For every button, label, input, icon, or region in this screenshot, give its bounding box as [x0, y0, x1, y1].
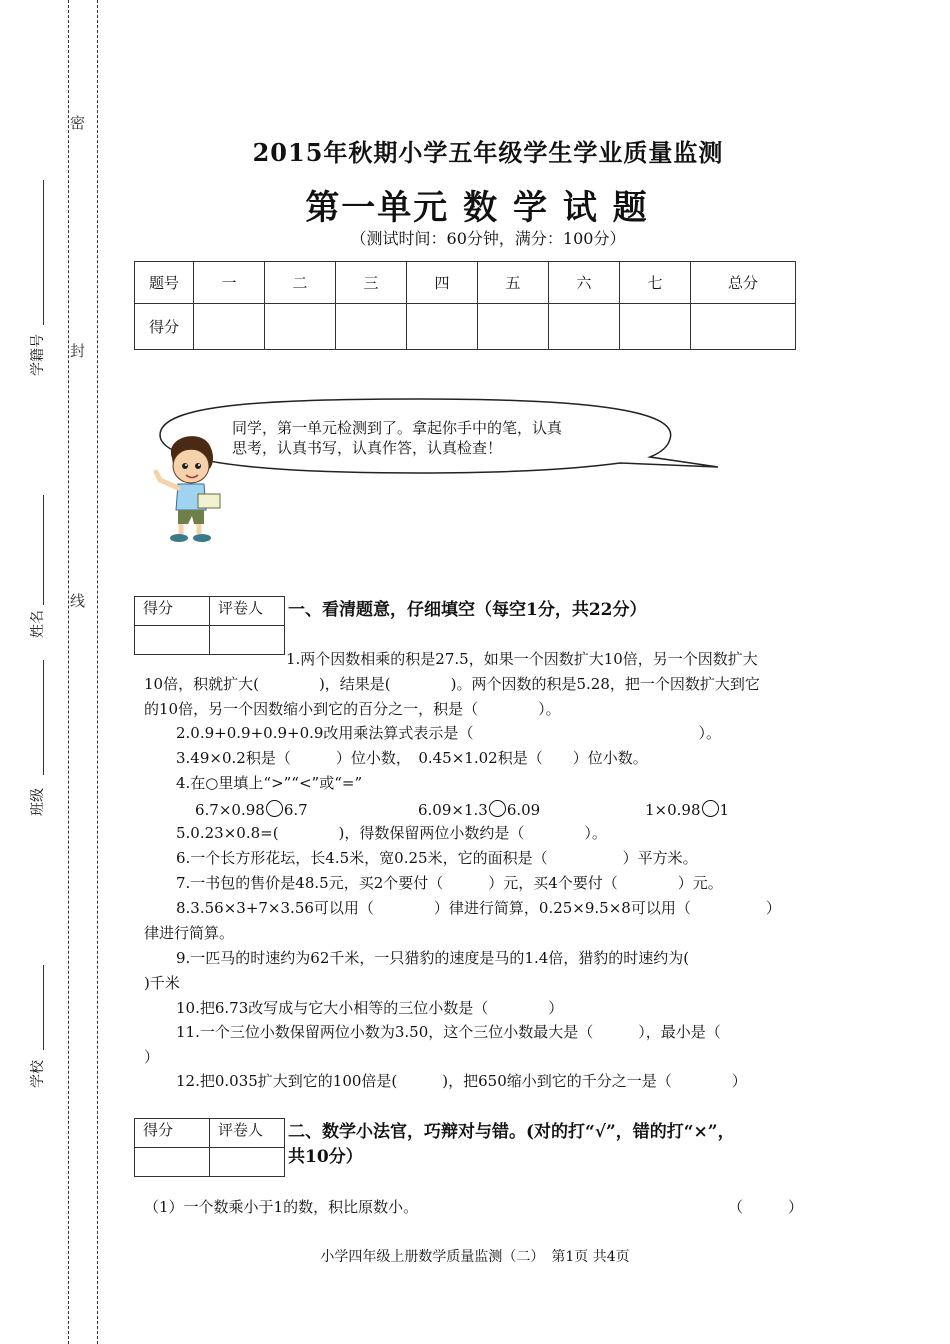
score-table: [134, 261, 796, 350]
score-entry-cell[interactable]: [407, 304, 478, 350]
score-entry-cell[interactable]: [549, 304, 620, 350]
score-header-cell: 总分: [691, 262, 796, 304]
seal-char-mi: 密: [70, 114, 86, 132]
section1-grader-box: [134, 596, 285, 655]
bubble-line-1: 同学，第一单元检测到了。拿起你手中的笔，认真: [232, 419, 563, 437]
question-5: 5.0.23×0.8=( )，得数保留两位小数约是（ ）。: [176, 824, 607, 842]
score-header-cell: 五: [478, 262, 549, 304]
score-row-label: 得分: [135, 304, 194, 350]
grader-name-cell[interactable]: [210, 626, 285, 655]
grader-score-label: 得分: [135, 1119, 210, 1148]
compare-circle[interactable]: [266, 800, 283, 817]
q4c-left: 1×0.98: [645, 801, 701, 819]
exam-title: 2015年秋期小学五年级学生学业质量监测: [252, 138, 724, 167]
grader-name-cell[interactable]: [210, 1148, 285, 1177]
section2-grader-box: [134, 1118, 285, 1177]
q4a-right: 6.7: [283, 801, 308, 819]
judge-answer-1[interactable]: （ ）: [728, 1198, 804, 1216]
score-header-cell: 一: [194, 262, 265, 304]
question-9-line-2: )千米: [144, 974, 180, 992]
question-1-line-1: 1.两个因数相乘的积是27.5，如果一个因数扩大10倍，另一个因数扩大: [286, 650, 758, 668]
name-underline: [43, 495, 44, 605]
question-2: 2.0.9+0.9+0.9+0.9改用乘法算式表示是（ ）。: [176, 724, 721, 742]
section2-heading-line-2: 共10分）: [288, 1147, 363, 1167]
question-3: 3.49×0.2积是（ ）位小数， 0.45×1.02积是（ ）位小数。: [176, 749, 648, 767]
score-header-cell: 七: [620, 262, 691, 304]
score-entry-cell[interactable]: [691, 304, 796, 350]
q4a-left: 6.7×0.98: [195, 801, 265, 819]
question-9-line-1: 9.一匹马的时速约为62千米，一只猎豹的速度是马的1.4倍，猎豹的时速约为(: [176, 949, 690, 967]
grader-score-cell[interactable]: [135, 1148, 210, 1177]
q4c-right: 1: [719, 801, 730, 819]
score-entry-cell[interactable]: [194, 304, 265, 350]
question-4-item-a: [195, 798, 308, 823]
question-8-line-1: 8.3.56×3+7×3.56可以用（ ）律进行简算，0.25×9.5×8可以用（ ）: [176, 899, 781, 917]
grader-name-label: 评卷人: [210, 597, 285, 626]
cartoon-boy-illustration: [150, 428, 230, 546]
page-footer: 小学四年级上册数学质量监测（二） 第1页 共4页: [320, 1249, 630, 1265]
compare-circle[interactable]: [702, 800, 719, 817]
question-4-item-c: [645, 798, 729, 823]
score-header-cell: 二: [265, 262, 336, 304]
school-id-label: 学籍号: [30, 334, 46, 376]
question-11-line-1: 11.一个三位小数保留两位小数为3.50，这个三位小数最大是（ ），最小是（: [176, 1023, 721, 1041]
seal-char-xian: 线: [70, 592, 86, 610]
time-note: （测试时间：60分钟，满分：100分）: [350, 229, 626, 248]
score-entry-cell[interactable]: [478, 304, 549, 350]
score-header-cell: 六: [549, 262, 620, 304]
judge-question-1: （1）一个数乘小于1的数，积比原数小。: [144, 1198, 419, 1216]
score-header-cell: 题号: [135, 262, 194, 304]
score-entry-cell[interactable]: [620, 304, 691, 350]
q4b-right: 6.09: [506, 801, 541, 819]
score-entry-cell[interactable]: [265, 304, 336, 350]
score-header-cell: 三: [336, 262, 407, 304]
question-4-item-b: [418, 798, 540, 823]
bubble-text: [232, 418, 612, 458]
score-header-cell: 四: [407, 262, 478, 304]
grader-score-label: 得分: [135, 597, 210, 626]
seal-char-feng: 封: [70, 342, 86, 360]
section1-heading: 一、看清题意，仔细填空（每空1分，共22分）: [288, 600, 647, 620]
compare-circle[interactable]: [489, 800, 506, 817]
question-10: 10.把6.73改写成与它大小相等的三位小数是（ ）: [176, 999, 564, 1017]
grader-name-label: 评卷人: [210, 1119, 285, 1148]
question-12: 12.把0.035扩大到它的100倍是( )，把650缩小到它的千分之一是（ ）: [176, 1072, 747, 1090]
question-1-line-3: 的10倍，另一个因数缩小到它的百分之一，积是（ ）。: [144, 700, 561, 718]
q4b-left: 6.09×1.3: [418, 801, 488, 819]
school-underline: [43, 965, 44, 1050]
section2-heading-line-1: 二、数学小法官，巧辩对与错。(对的打“√”，错的打“×”，: [288, 1122, 735, 1142]
grader-score-cell[interactable]: [135, 626, 210, 655]
class-underline: [43, 660, 44, 775]
class-label: 班级: [30, 788, 46, 816]
exam-subtitle: 第一单元 数 学 试 题: [305, 188, 649, 228]
score-entry-cell[interactable]: [336, 304, 407, 350]
name-label: 姓名: [30, 610, 46, 638]
question-7: 7.一书包的售价是48.5元，买2个要付（ ）元，买4个要付（ ）元。: [176, 874, 723, 892]
section2-heading: [288, 1120, 813, 1170]
question-4: 4.在○里填上“>”“<”或“=”: [176, 774, 363, 792]
question-11-line-2: ）: [144, 1048, 160, 1066]
question-6: 6.一个长方形花坛，长4.5米，宽0.25米，它的面积是（ ）平方米。: [176, 849, 698, 867]
question-1-line-2: 10倍，积就扩大( )，结果是( )。两个因数的积是5.28，把一个因数扩大到它: [144, 675, 760, 693]
bubble-line-2: 思考，认真书写，认真作答，认真检查！: [232, 439, 503, 457]
question-8-line-2: 律进行简算。: [144, 924, 235, 942]
school-label: 学校: [30, 1060, 46, 1088]
